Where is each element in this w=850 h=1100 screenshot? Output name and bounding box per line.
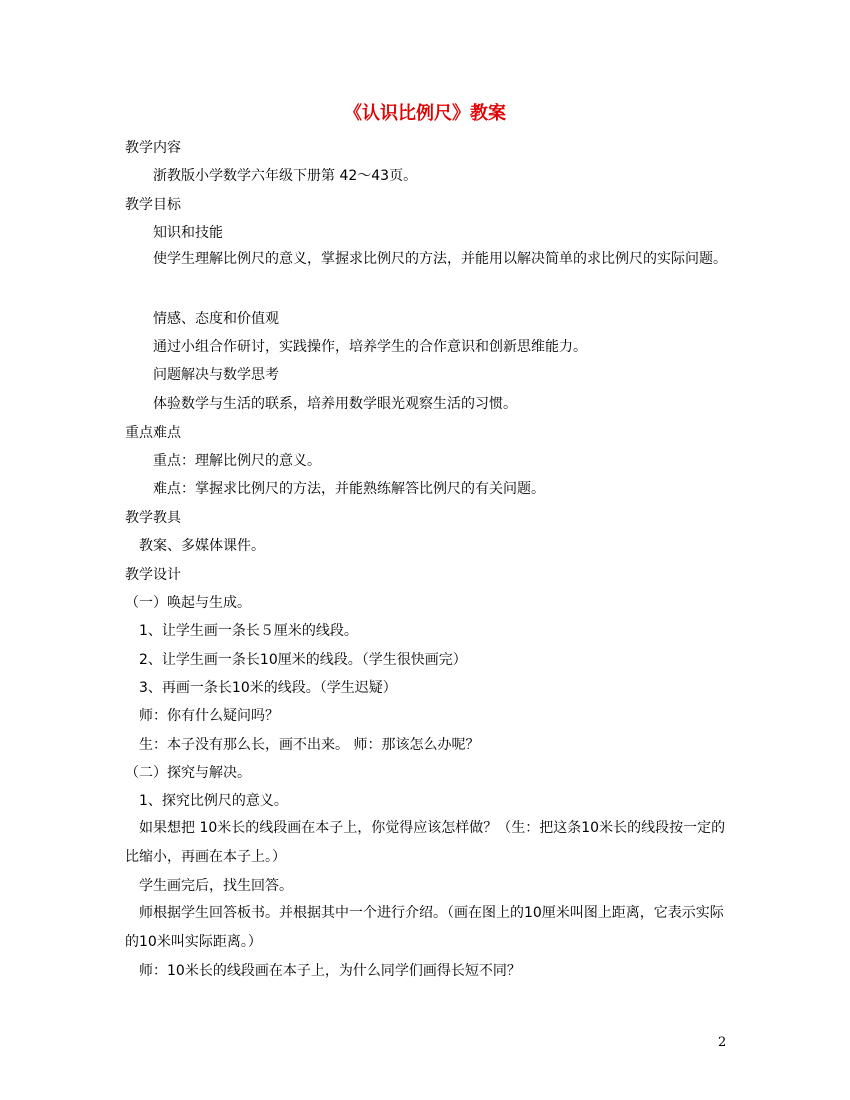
- list-item: 1、让学生画一条长５厘米的线段。: [139, 623, 358, 639]
- section-label: （二）探究与解决。: [125, 765, 251, 781]
- heading-teaching-design: 教学设计: [125, 567, 181, 583]
- page-number: 2: [718, 1035, 727, 1050]
- paragraph: 使学生理解比例尺的意义，掌握求比例尺的方法，并能用以解决简单的求比例尺的实际问题。: [153, 251, 727, 267]
- heading-teaching-goals: 教学目标: [125, 197, 181, 213]
- paragraph: 重点：理解比例尺的意义。: [153, 453, 321, 469]
- heading-teaching-content: 教学内容: [125, 140, 181, 156]
- dialogue-line: 师：10米长的线段画在本子上，为什么同学们画得长短不同？: [139, 963, 521, 979]
- paragraph: 师根据学生回答板书。并根据其中一个进行介绍。（画在图上的10厘米叫图上距离，它表示实际的10米叫实际距离。）: [125, 905, 724, 950]
- heading-teaching-aids: 教学教具: [125, 510, 181, 526]
- section-label: （一）唤起与生成。: [125, 595, 251, 611]
- subheading: 知识和技能: [153, 225, 223, 241]
- paragraph: 通过小组合作研讨，实践操作，培养学生的合作意识和创新思维能力。: [153, 339, 587, 355]
- dialogue-line: 师：你有什么疑问吗？: [139, 708, 279, 724]
- list-item: 3、再画一条长10米的线段。（学生迟疑）: [139, 680, 397, 696]
- paragraph: 教案、多媒体课件。: [139, 538, 265, 554]
- dialogue-line: 生：本子没有那么长，画不出来。 师：那该怎么办呢？: [139, 737, 480, 753]
- document-title: 《认识比例尺》教案: [344, 103, 506, 124]
- paragraph: 浙教版小学数学六年级下册第 42～43页。: [153, 168, 418, 184]
- list-item: 2、让学生画一条长10厘米的线段。（学生很快画完）: [139, 652, 467, 668]
- list-item: 1、探究比例尺的意义。: [139, 793, 288, 809]
- heading-key-points: 重点难点: [125, 425, 181, 441]
- subheading: 情感、态度和价值观: [153, 311, 279, 327]
- paragraph: 学生画完后，找生回答。: [139, 878, 293, 894]
- paragraph: 难点：掌握求比例尺的方法，并能熟练解答比例尺的有关问题。: [153, 481, 545, 497]
- paragraph: 如果想把 10米长的线段画在本子上，你觉得应该怎样做？（生：把这条10米长的线段按一定的比缩小，再画在本子上。）: [125, 820, 726, 865]
- paragraph: 体验数学与生活的联系，培养用数学眼光观察生活的习惯。: [153, 396, 517, 412]
- subheading: 问题解决与数学思考: [153, 367, 279, 383]
